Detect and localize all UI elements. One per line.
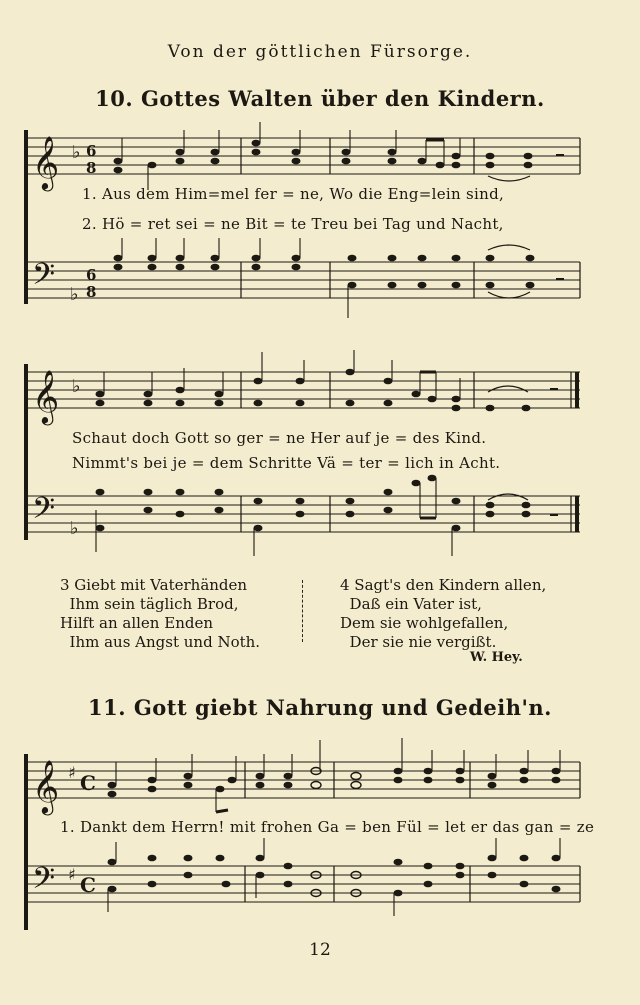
hymn-11-s1-bass [27, 838, 580, 916]
sharp-icon: ♯ [68, 763, 76, 782]
flat-icon: ♭ [70, 518, 79, 539]
flat-icon: ♭ [72, 376, 81, 397]
hymn-10-s1-lyrics-verse-2: 2. Hö = ret sei = ne Bit = te Treu bei Tag und Nacht, [82, 215, 504, 233]
hymn-10-s1-bass [27, 238, 580, 318]
page-number: 12 [309, 940, 331, 960]
running-header: Von der göttlichen Fürsorge. [167, 42, 473, 62]
bass-clef-icon: 𝄢 [32, 862, 56, 903]
hymn-10-s1-lyrics-verse-1: 1. Aus dem Him=mel fer = ne, Wo die Eng=lein sind, [82, 185, 505, 203]
hymn-10-title: 10. Gottes Walten über den Kindern. [95, 86, 545, 111]
treble-clef-icon: 𝄞 [32, 135, 60, 189]
hymn-10-s1-treble [24, 122, 580, 304]
hymn-10-s2-lyrics-verse-1: Schaut doch Gott so ger = ne Her auf je = des Kind. [72, 429, 487, 447]
svg-text:8: 8 [86, 283, 97, 301]
hymn-10-verses-left: 3 Giebt mit Vaterhänden Ihm sein täglich Brod, Hilft an allen Enden Ihm aus Angst und Noth. [60, 576, 261, 651]
svg-text:6: 6 [86, 266, 97, 284]
bass-clef-icon: 𝄢 [32, 258, 56, 299]
time-sig-top: 6 [86, 142, 97, 160]
hymn-10-author: W. Hey. [470, 650, 523, 665]
sharp-icon: ♯ [68, 865, 76, 884]
hymn-10-s2-bass [27, 475, 580, 556]
flat-icon: ♭ [70, 284, 79, 305]
hymn-10-s2-lyrics-verse-2: Nimmt's bei je = dem Schritte Vä = ter = lich in Acht. [72, 454, 501, 472]
flat-icon: ♭ [72, 142, 81, 163]
treble-clef-icon: 𝄞 [32, 759, 60, 813]
hymn-11-s1-lyrics-verse-1: 1. Dankt dem Herrn! mit frohen Ga = ben Fül = let er das gan = ze [60, 818, 595, 836]
hymn-10-verses-right: 4 Sagt's den Kindern allen, Daß ein Vater ist, Dem sie wohlgefallen, Der sie nie vergißt. [340, 576, 547, 651]
time-sig-bottom: 8 [86, 159, 97, 177]
verses-divider [302, 580, 303, 642]
hymn-11-title: 11. Gott giebt Nahrung und Gedeih'n. [87, 695, 552, 720]
common-time-icon: C [80, 771, 96, 795]
treble-clef-icon: 𝄞 [32, 369, 60, 423]
bass-clef-icon: 𝄢 [32, 492, 56, 533]
common-time-icon: C [80, 873, 96, 897]
